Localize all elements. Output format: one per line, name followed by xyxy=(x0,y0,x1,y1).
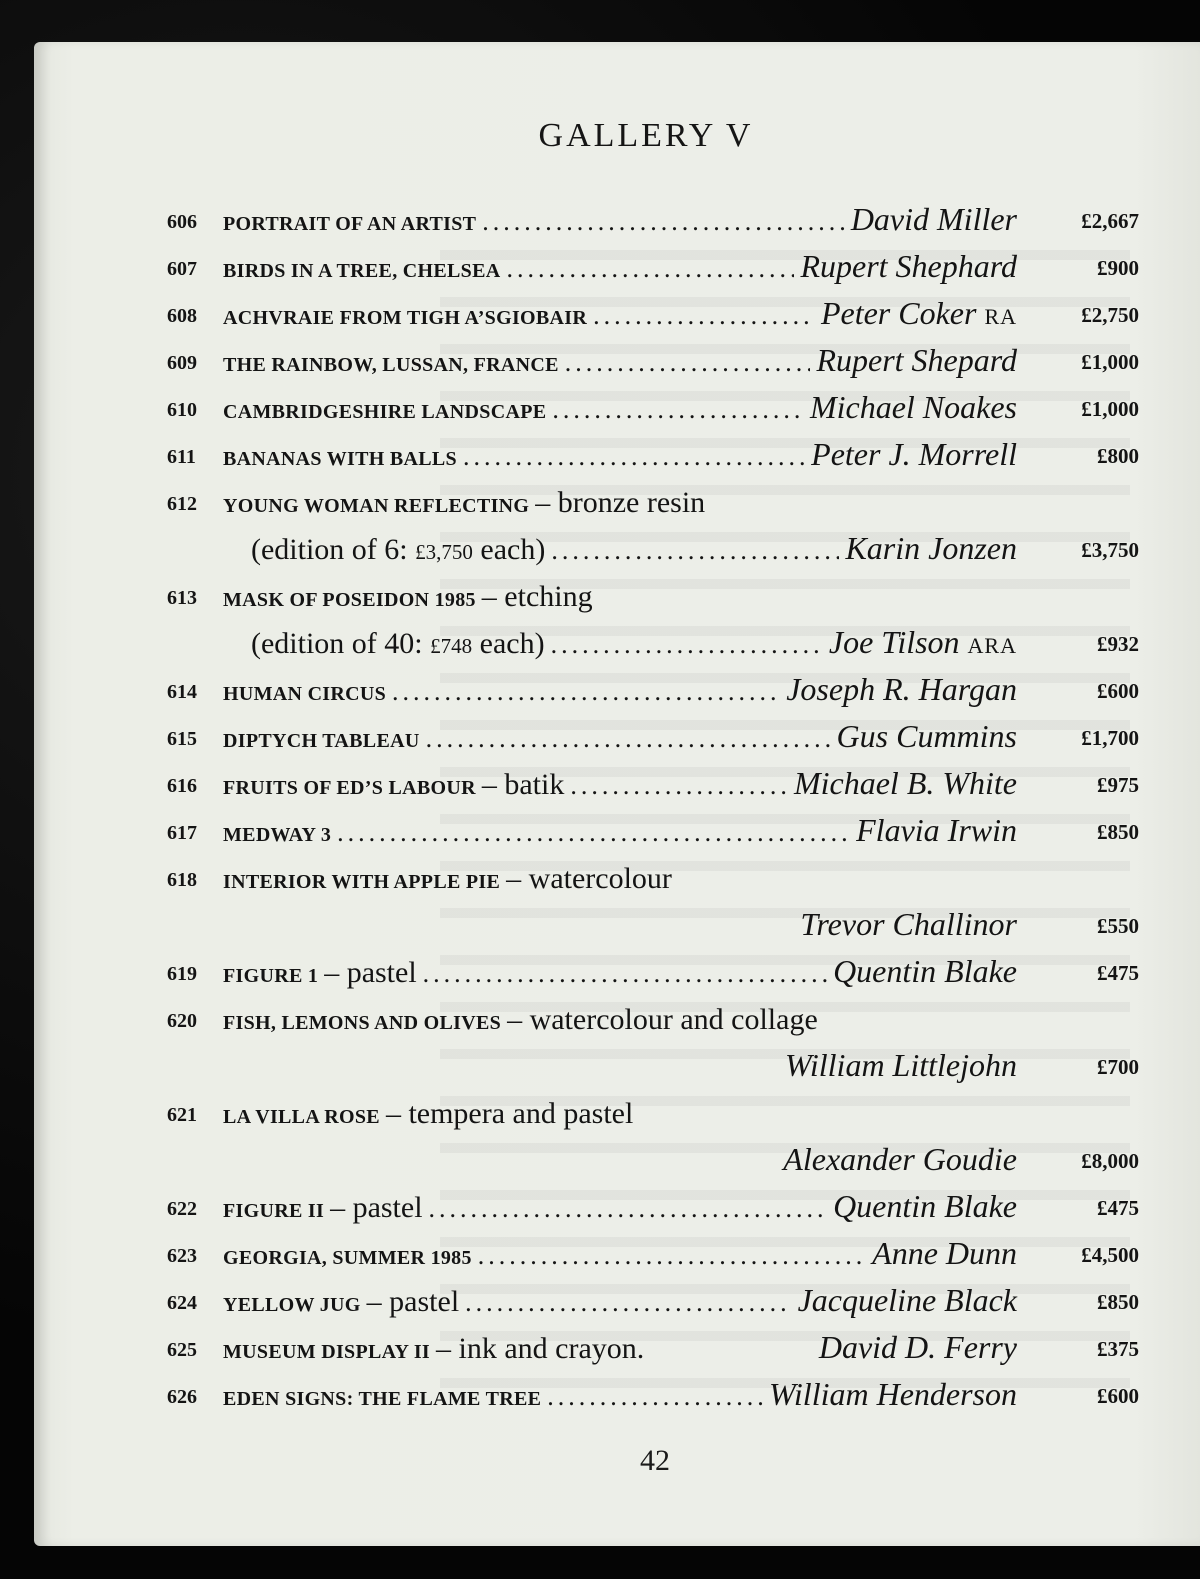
leader-dots xyxy=(465,1288,791,1318)
leader-dots xyxy=(565,348,811,378)
leader-dots xyxy=(547,1382,763,1412)
leader-dots xyxy=(593,301,815,331)
entry-title: YELLOW JUG xyxy=(223,1294,361,1316)
entry-number: 622 xyxy=(167,1198,197,1220)
catalogue-entry xyxy=(167,431,1139,475)
entry-medium: – watercolour xyxy=(506,862,672,895)
catalogue-entry xyxy=(167,948,1139,992)
entry-medium: – pastel xyxy=(324,956,417,989)
catalogue-entry xyxy=(167,1324,1139,1368)
entry-title: BIRDS IN A TREE, CHELSEA xyxy=(223,260,501,282)
entry-artist: Rupert Shephard xyxy=(800,248,1017,284)
entry-title: YOUNG WOMAN REFLECTING xyxy=(223,495,530,517)
catalogue-entry xyxy=(167,760,1139,804)
entry-artist: Karin Jonzen xyxy=(845,530,1017,566)
entry-medium: – batik xyxy=(481,768,565,801)
catalogue-entry xyxy=(167,243,1139,287)
entry-medium: – pastel xyxy=(330,1191,423,1224)
entry-artist: Trevor Challinor xyxy=(800,906,1017,942)
entry-title: LA VILLA ROSE xyxy=(223,1106,380,1128)
catalogue-entry-continuation xyxy=(167,1136,1139,1180)
entry-number: 618 xyxy=(167,869,197,891)
entry-artist: Flavia Irwin xyxy=(856,812,1017,848)
entry-artist: Alexander Goudie xyxy=(783,1141,1017,1177)
entry-number: 624 xyxy=(167,1292,197,1314)
entry-price: £2,750 xyxy=(1081,303,1139,327)
entry-number: 621 xyxy=(167,1104,197,1126)
entry-artist: Anne Dunn xyxy=(872,1235,1017,1271)
entry-price: £600 xyxy=(1097,679,1139,703)
entry-medium: – tempera and pastel xyxy=(385,1097,634,1130)
entry-medium: – bronze resin xyxy=(535,486,706,519)
catalogue-entry xyxy=(167,337,1139,381)
entry-artist: Gus Cummins xyxy=(836,718,1017,754)
entry-title: EDEN SIGNS: THE FLAME TREE xyxy=(223,1388,542,1410)
entry-price: £700 xyxy=(1097,1055,1139,1079)
leader-dots xyxy=(426,724,831,754)
entry-artist: Jacqueline Black xyxy=(797,1282,1017,1318)
entry-number: 626 xyxy=(167,1386,197,1408)
entry-artist: William Henderson xyxy=(769,1376,1017,1412)
entry-medium: – watercolour and collage xyxy=(507,1003,818,1036)
catalogue-entry xyxy=(167,572,1139,616)
entry-number: 613 xyxy=(167,587,197,609)
entry-artist: Joe Tilson xyxy=(828,624,960,660)
page-number: 42 xyxy=(640,1444,670,1477)
entry-title: MEDWAY 3 xyxy=(223,824,332,846)
leader-dots xyxy=(423,959,827,989)
entry-edition: (edition of 6: £3,750 each) xyxy=(251,533,546,566)
entry-price: £475 xyxy=(1097,961,1139,985)
entry-artist: William Littlejohn xyxy=(784,1047,1017,1083)
entry-price: £1,000 xyxy=(1081,350,1139,374)
entry-title: FIGURE II xyxy=(223,1200,325,1222)
entry-price: £900 xyxy=(1097,256,1139,280)
entry-artist: Michael Noakes xyxy=(809,389,1017,425)
entry-number: 617 xyxy=(167,822,197,844)
leader-dots xyxy=(463,442,805,472)
catalogue-entry xyxy=(167,1371,1139,1415)
entry-title: FRUITS OF ED’S LABOUR xyxy=(223,777,476,799)
entry-artist: Joseph R. Hargan xyxy=(786,671,1017,707)
entry-price: £600 xyxy=(1097,1384,1139,1408)
catalogue-entry xyxy=(167,196,1139,240)
entry-price: £2,667 xyxy=(1081,209,1139,233)
catalogue-entry xyxy=(167,1277,1139,1321)
entry-title: ACHVRAIE FROM TIGH A’SGIOBAIR xyxy=(223,307,588,329)
entry-number: 606 xyxy=(167,211,197,233)
page-title: GALLERY V xyxy=(538,117,754,154)
entry-number: 608 xyxy=(167,305,197,327)
entry-artist: Peter J. Morrell xyxy=(811,436,1017,472)
entry-number: 616 xyxy=(167,775,197,797)
entry-artist: David D. Ferry xyxy=(818,1329,1017,1365)
entry-medium: – pastel xyxy=(366,1285,460,1318)
entry-price: £475 xyxy=(1097,1196,1139,1220)
entry-price: £932 xyxy=(1097,632,1139,656)
entry-title: HUMAN CIRCUS xyxy=(223,683,387,705)
entry-price: £975 xyxy=(1097,773,1139,797)
entry-number: 609 xyxy=(167,352,197,374)
leader-dots xyxy=(478,1241,866,1271)
entry-title: MUSEUM DISPLAY II xyxy=(223,1341,430,1363)
catalogue-entry-continuation xyxy=(167,1042,1139,1086)
leader-dots xyxy=(482,207,845,237)
catalogue-entry xyxy=(167,1183,1139,1227)
entry-price: £1,000 xyxy=(1081,397,1139,421)
entry-title: MASK OF POSEIDON 1985 xyxy=(223,589,476,611)
entry-price: £550 xyxy=(1097,914,1139,938)
leader-dots xyxy=(506,254,794,284)
catalogue-entry xyxy=(167,807,1139,851)
entry-number: 614 xyxy=(167,681,197,703)
catalogue-entry xyxy=(167,384,1139,428)
entry-medium: – etching xyxy=(481,580,593,613)
entry-number: 610 xyxy=(167,399,197,421)
entry-title: PORTRAIT OF AN ARTIST xyxy=(223,213,477,235)
entry-artist: Michael B. White xyxy=(793,765,1017,801)
entry-artist: David Miller xyxy=(850,201,1017,237)
leader-dots xyxy=(552,395,804,425)
entry-artist-suffix: RA xyxy=(984,304,1017,329)
entry-title: CAMBRIDGESHIRE LANDSCAPE xyxy=(223,401,547,423)
entry-title: GEORGIA, SUMMER 1985 xyxy=(223,1247,472,1269)
leader-dots xyxy=(337,818,850,848)
entry-title: THE RAINBOW, LUSSAN, FRANCE xyxy=(223,354,559,376)
entry-title: INTERIOR WITH APPLE PIE xyxy=(223,871,501,893)
leader-dots xyxy=(551,630,823,660)
entry-price: £850 xyxy=(1097,820,1139,844)
entry-title: BANANAS WITH BALLS xyxy=(223,448,457,470)
leader-dots xyxy=(429,1194,828,1224)
entry-price: £4,500 xyxy=(1081,1243,1139,1267)
catalogue-entry xyxy=(167,478,1139,522)
entry-medium: – ink and crayon. xyxy=(436,1332,645,1365)
catalogue-entry xyxy=(167,713,1139,757)
catalogue-entry xyxy=(167,1230,1139,1274)
entry-title: FIGURE 1 xyxy=(223,965,319,987)
catalogue-entry-continuation xyxy=(167,901,1139,945)
entry-price: £3,750 xyxy=(1081,538,1139,562)
leader-dots xyxy=(551,536,839,566)
entry-title: DIPTYCH TABLEAU xyxy=(223,730,420,752)
entry-artist: Quentin Blake xyxy=(833,953,1017,989)
entry-number: 612 xyxy=(167,493,197,515)
entry-number: 620 xyxy=(167,1010,197,1032)
leader-dots xyxy=(570,771,788,801)
catalogue-entry xyxy=(167,1089,1139,1133)
catalogue-entry xyxy=(167,854,1139,898)
entry-number: 625 xyxy=(167,1339,197,1361)
entry-number: 611 xyxy=(167,446,196,468)
entry-artist: Quentin Blake xyxy=(833,1188,1017,1224)
entry-number: 623 xyxy=(167,1245,197,1267)
entry-price: £375 xyxy=(1097,1337,1139,1361)
leader-dots xyxy=(392,677,780,707)
catalogue-entry-continuation xyxy=(167,525,1139,569)
catalogue-entry xyxy=(167,290,1139,334)
entry-price: £8,000 xyxy=(1081,1149,1139,1173)
entry-number: 607 xyxy=(167,258,197,280)
entry-title: FISH, LEMONS AND OLIVES xyxy=(223,1012,502,1034)
entry-artist: Peter Coker xyxy=(820,295,977,331)
entry-price: £850 xyxy=(1097,1290,1139,1314)
entry-number: 619 xyxy=(167,963,197,985)
catalogue-entry-continuation xyxy=(167,619,1139,663)
entry-price: £800 xyxy=(1097,444,1139,468)
catalogue-entry xyxy=(167,995,1139,1039)
entry-number: 615 xyxy=(167,728,197,750)
entry-artist-suffix: ARA xyxy=(967,633,1017,658)
entry-artist: Rupert Shepard xyxy=(816,342,1017,378)
catalogue-entry xyxy=(167,666,1139,710)
entry-price: £1,700 xyxy=(1081,726,1139,750)
entry-edition: (edition of 40: £748 each) xyxy=(251,627,545,660)
